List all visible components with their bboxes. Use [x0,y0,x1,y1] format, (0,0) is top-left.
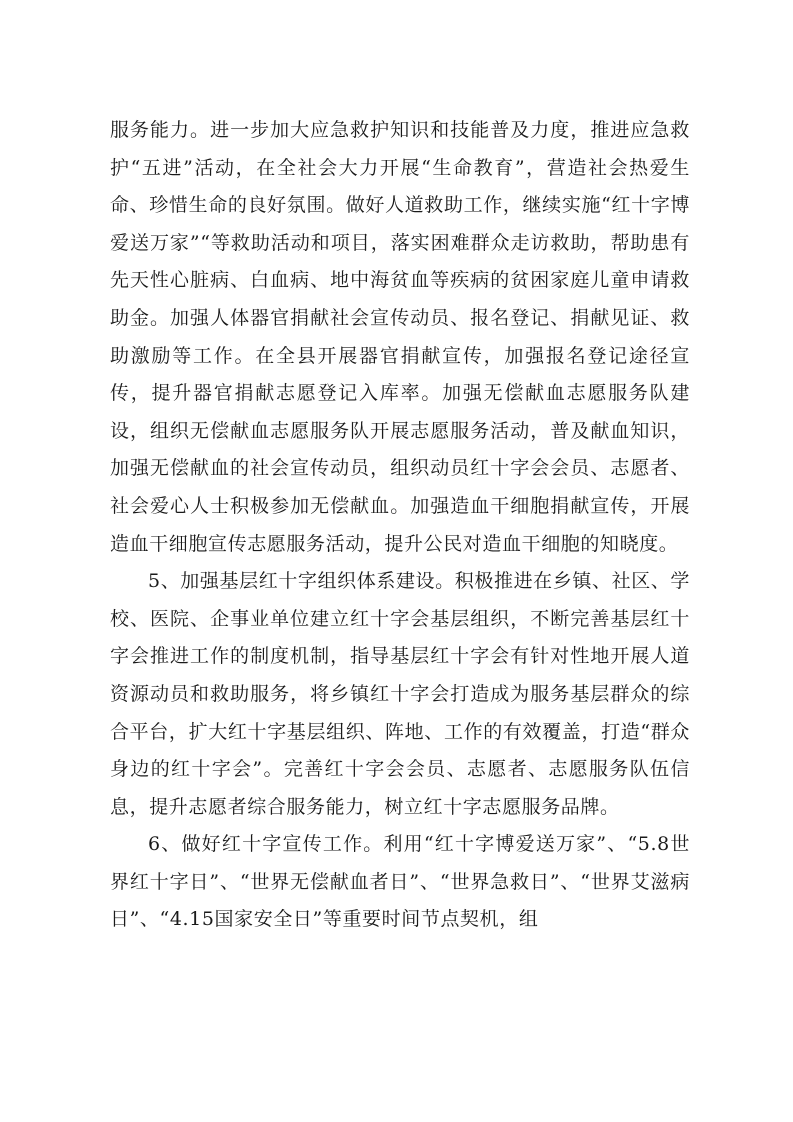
paragraph-publicity-work: 6、做好红十字宣传工作。利用“红十字博爱送万家”、“5.8世界红十字日”、“世界无偿献血者日”、“世界急救日”、“世界艾滋病日”、“4.15国家安全日”等重要时间节点契机，组 [110,833,690,931]
paragraph-red-cross-services: 服务能力。进一步加大应急救护知识和技能普及力度，推进应急救护“五进”活动，在全社会大力开展“生命教育”，营造社会热爱生命、珍惜生命的良好氛围。做好人道救助工作，继续实施“红十字博爱送万家”“等救助活动和项目，落实困难群众走访救助，帮助患有先天性心脏病、白血病、地中海贫血等疾病的贫困家庭儿童申请救助金。加强人体器官捐献社会宣传动员、报名登记、捐献见证、救助激励等工作。在全县开展器官捐献宣传，加强报名登记途径宣传，提升器官捐献志愿登记入库率。加强无偿献血志愿服务队建设，组织无偿献血志愿服务队开展志愿服务活动，普及献血知识，加强无偿献血的社会宣传动员，组织动员红十字会会员、志愿者、社会爱心人士积极参加无偿献血。加强造血干细胞捐献宣传，开展造血干细胞宣传志愿服务活动，提升公民对造血干细胞的知晓度。 [110,119,690,555]
paragraph-grassroots-organization: 5、加强基层红十字组织体系建设。积极推进在乡镇、社区、学校、医院、企事业单位建立红十字会基层组织，不断完善基层红十字会推进工作的制度机制，指导基层红十字会有针对性地开展人道资源动员和救助服务，将乡镇红十字会打造成为服务基层群众的综合平台，扩大红十字基层组织、阵地、工作的有效覆盖，打造“群众身边的红十字会”。完善红十字会会员、志愿者、志愿服务队伍信息，提升志愿者综合服务能力，树立红十字志愿服务品牌。 [110,570,690,818]
document-body [110,112,690,939]
